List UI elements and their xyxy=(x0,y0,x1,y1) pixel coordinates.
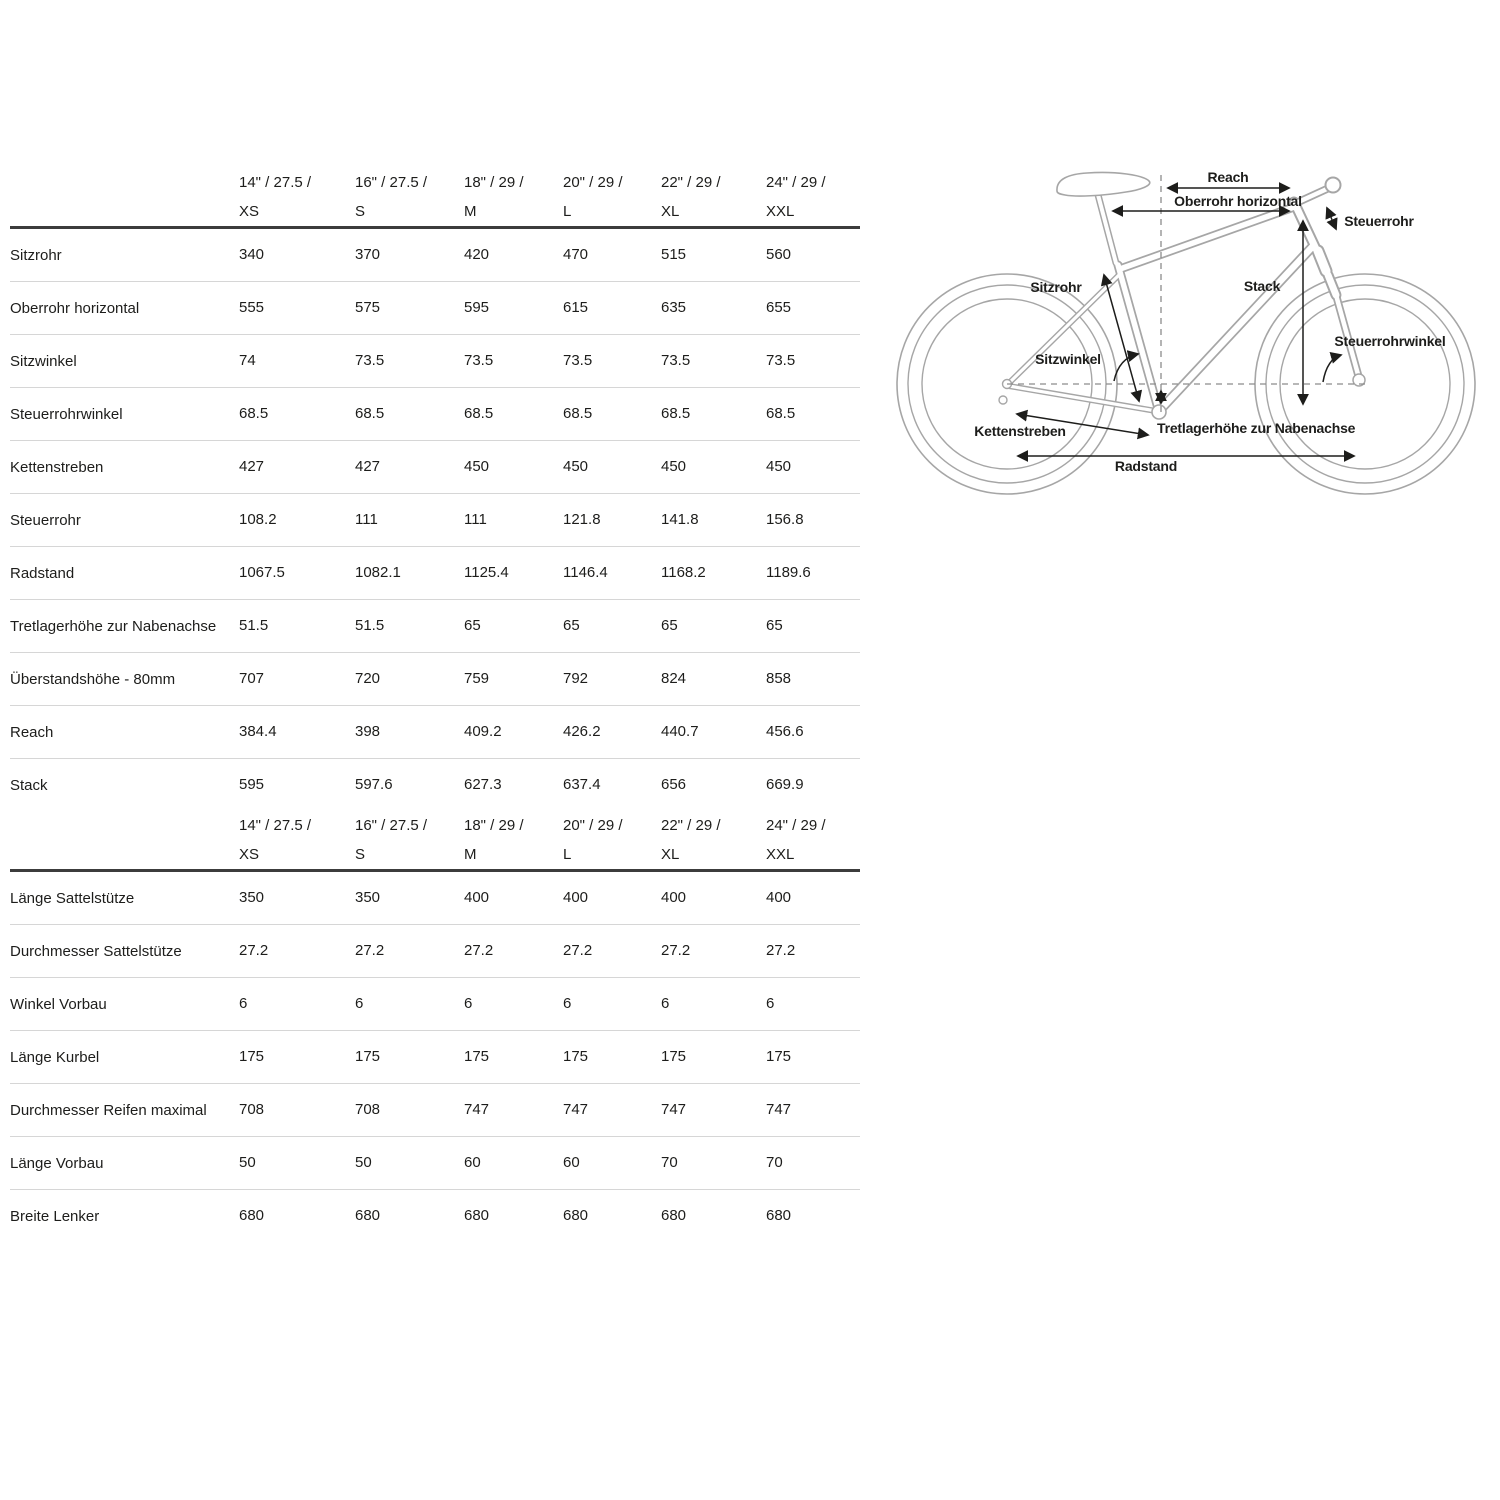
value-cell: 680 xyxy=(766,1207,792,1224)
table-row xyxy=(10,282,860,335)
value-cell: 65 xyxy=(464,617,481,634)
value-cell: 680 xyxy=(661,1207,687,1224)
value-cell: 450 xyxy=(464,458,490,475)
value-cell: 680 xyxy=(464,1207,490,1224)
value-cell: 384.4 xyxy=(239,723,277,740)
value-cell: 175 xyxy=(355,1048,381,1065)
value-cell: 6 xyxy=(355,995,364,1012)
row-label: Oberrohr horizontal xyxy=(10,299,140,317)
value-cell: 400 xyxy=(563,889,589,906)
value-cell: 440.7 xyxy=(661,723,699,740)
value-cell: 6 xyxy=(239,995,248,1012)
table-row xyxy=(10,228,860,282)
value-cell: 450 xyxy=(563,458,589,475)
size-header-cell: 20" / 29 / L xyxy=(563,817,623,863)
value-cell: 680 xyxy=(355,1207,381,1224)
size-header-row xyxy=(10,168,860,228)
sitzwinkel-arc xyxy=(1114,354,1138,381)
table-row xyxy=(10,978,860,1031)
value-cell: 398 xyxy=(355,723,381,740)
row-label: Steuerrohr xyxy=(10,511,81,529)
value-cell: 575 xyxy=(355,299,381,316)
value-cell: 121.8 xyxy=(563,511,601,528)
diagram-labels xyxy=(974,169,1445,474)
value-cell: 68.5 xyxy=(563,405,593,422)
size-header-cell: 18" / 29 / M xyxy=(464,174,524,220)
value-cell: 27.2 xyxy=(766,942,796,959)
table-row xyxy=(10,600,860,653)
value-cell: 470 xyxy=(563,246,589,263)
value-cell: 400 xyxy=(661,889,687,906)
value-cell: 720 xyxy=(355,670,381,687)
diagram-label-tretlagerhoehe: Tretlagerhöhe zur Nabenachse xyxy=(1157,420,1356,436)
value-cell: 595 xyxy=(464,299,490,316)
row-label: Reach xyxy=(10,723,54,741)
diagram-label-sitzwinkel: Sitzwinkel xyxy=(1035,351,1101,367)
value-cell: 74 xyxy=(239,352,256,369)
value-cell: 597.6 xyxy=(355,776,393,793)
value-cell: 27.2 xyxy=(661,942,691,959)
value-cell: 409.2 xyxy=(464,723,502,740)
value-cell: 50 xyxy=(355,1154,372,1171)
diagram-label-sitzrohr: Sitzrohr xyxy=(1030,279,1082,295)
diagram-label-steuerrohrwinkel: Steuerrohrwinkel xyxy=(1334,333,1446,349)
value-cell: 400 xyxy=(464,889,490,906)
bike-geometry-diagram xyxy=(890,145,1500,595)
value-cell: 555 xyxy=(239,299,265,316)
size-header-row xyxy=(10,811,860,871)
value-cell: 427 xyxy=(239,458,265,475)
value-cell: 1168.2 xyxy=(661,564,706,581)
value-cell: 27.2 xyxy=(563,942,593,959)
value-cell: 450 xyxy=(766,458,792,475)
value-cell: 370 xyxy=(355,246,381,263)
value-cell: 824 xyxy=(661,670,687,687)
row-label: Länge Vorbau xyxy=(10,1154,104,1172)
handlebar xyxy=(1326,178,1341,193)
size-header-cell: 22" / 29 / XL xyxy=(661,174,721,220)
table-row xyxy=(10,706,860,759)
size-header-cell: 18" / 29 / M xyxy=(464,817,524,863)
table-row xyxy=(10,653,860,706)
value-cell: 68.5 xyxy=(661,405,691,422)
row-label: Stack xyxy=(10,776,48,794)
table-row xyxy=(10,335,860,388)
value-cell: 420 xyxy=(464,246,490,263)
diagram-label-kettenstreben: Kettenstreben xyxy=(974,423,1066,439)
value-cell: 27.2 xyxy=(464,942,494,959)
value-cell: 73.5 xyxy=(355,352,385,369)
row-label: Durchmesser Reifen maximal xyxy=(10,1101,207,1119)
table-row xyxy=(10,1084,860,1137)
value-cell: 51.5 xyxy=(355,617,385,634)
value-cell: 65 xyxy=(661,617,678,634)
value-cell: 747 xyxy=(766,1101,792,1118)
value-cell: 51.5 xyxy=(239,617,269,634)
size-header-cell: 22" / 29 / XL xyxy=(661,817,721,863)
value-cell: 792 xyxy=(563,670,589,687)
value-cell: 350 xyxy=(355,889,381,906)
value-cell: 747 xyxy=(563,1101,589,1118)
row-label: Tretlagerhöhe zur Nabenachse xyxy=(10,617,217,635)
row-label: Breite Lenker xyxy=(10,1207,100,1225)
value-cell: 615 xyxy=(563,299,589,316)
value-cell: 450 xyxy=(661,458,687,475)
value-cell: 747 xyxy=(661,1101,687,1118)
size-header-cell: 20" / 29 / L xyxy=(563,174,623,220)
value-cell: 73.5 xyxy=(766,352,796,369)
diagram-label-oberrohr: Oberrohr horizontal xyxy=(1174,193,1302,209)
table-row xyxy=(10,759,860,812)
steuerrohrwinkel-arc xyxy=(1323,355,1341,382)
steuerrohr-arrow xyxy=(1327,208,1336,229)
value-cell: 73.5 xyxy=(464,352,494,369)
size-header-cell: 14" / 27.5 / XS xyxy=(239,817,312,863)
value-cell: 68.5 xyxy=(239,405,269,422)
table-row xyxy=(10,441,860,494)
value-cell: 708 xyxy=(239,1101,265,1118)
value-cell: 400 xyxy=(766,889,792,906)
value-cell: 595 xyxy=(239,776,265,793)
row-label: Winkel Vorbau xyxy=(10,995,107,1013)
value-cell: 427 xyxy=(355,458,381,475)
header-corner-cell xyxy=(10,168,239,228)
value-cell: 707 xyxy=(239,670,265,687)
value-cell: 656 xyxy=(661,776,687,793)
value-cell: 65 xyxy=(563,617,580,634)
value-cell: 27.2 xyxy=(239,942,269,959)
value-cell: 680 xyxy=(563,1207,589,1224)
value-cell: 50 xyxy=(239,1154,256,1171)
value-cell: 1189.6 xyxy=(766,564,811,581)
value-cell: 637.4 xyxy=(563,776,601,793)
diagram-label-stack: Stack xyxy=(1243,278,1281,294)
row-label: Sitzrohr xyxy=(10,246,62,264)
value-cell: 6 xyxy=(563,995,572,1012)
rear-derailleur xyxy=(999,396,1007,404)
value-cell: 635 xyxy=(661,299,687,316)
value-cell: 6 xyxy=(661,995,670,1012)
value-cell: 141.8 xyxy=(661,511,699,528)
diagram-label-reach: Reach xyxy=(1207,169,1249,185)
value-cell: 108.2 xyxy=(239,511,277,528)
frame-geometry-section xyxy=(10,228,860,812)
value-cell: 426.2 xyxy=(563,723,601,740)
diagram-label-steuerrohr: Steuerrohr xyxy=(1344,213,1414,229)
value-cell: 1067.5 xyxy=(239,564,285,581)
value-cell: 73.5 xyxy=(661,352,691,369)
value-cell: 6 xyxy=(766,995,775,1012)
row-label: Radstand xyxy=(10,564,75,582)
value-cell: 1146.4 xyxy=(563,564,608,581)
value-cell: 6 xyxy=(464,995,473,1012)
table-row xyxy=(10,494,860,547)
value-cell: 68.5 xyxy=(766,405,796,422)
value-cell: 60 xyxy=(464,1154,481,1171)
value-cell: 560 xyxy=(766,246,792,263)
size-header-cell: 24" / 29 / XXL xyxy=(766,817,826,863)
table-row xyxy=(10,388,860,441)
table-row xyxy=(10,1031,860,1084)
value-cell: 73.5 xyxy=(563,352,593,369)
value-cell: 65 xyxy=(766,617,783,634)
row-label: Durchmesser Sattelstütze xyxy=(10,942,182,960)
saddle xyxy=(1057,172,1150,196)
value-cell: 60 xyxy=(563,1154,580,1171)
value-cell: 669.9 xyxy=(766,776,804,793)
value-cell: 27.2 xyxy=(355,942,385,959)
bottom-bracket xyxy=(1152,405,1166,419)
table-row xyxy=(10,925,860,978)
geometry-table xyxy=(10,168,860,1242)
value-cell: 456.6 xyxy=(766,723,804,740)
table-row xyxy=(10,1137,860,1190)
value-cell: 708 xyxy=(355,1101,381,1118)
value-cell: 156.8 xyxy=(766,511,804,528)
value-cell: 655 xyxy=(766,299,792,316)
value-cell: 175 xyxy=(464,1048,490,1065)
header-corner-cell xyxy=(10,811,239,871)
row-label: Überstandshöhe - 80mm xyxy=(10,670,176,688)
value-cell: 350 xyxy=(239,889,265,906)
value-cell: 175 xyxy=(563,1048,589,1065)
row-label: Länge Kurbel xyxy=(10,1048,100,1066)
value-cell: 111 xyxy=(355,511,378,528)
row-label: Kettenstreben xyxy=(10,458,104,476)
value-cell: 1082.1 xyxy=(355,564,401,581)
size-header-cell: 14" / 27.5 / XS xyxy=(239,174,312,220)
table-row xyxy=(10,1190,860,1243)
value-cell: 759 xyxy=(464,670,490,687)
value-cell: 858 xyxy=(766,670,792,687)
value-cell: 70 xyxy=(766,1154,783,1171)
value-cell: 627.3 xyxy=(464,776,502,793)
value-cell: 175 xyxy=(766,1048,792,1065)
table-row xyxy=(10,871,860,925)
size-header-cell: 16" / 27.5 / S xyxy=(355,174,428,220)
table-row xyxy=(10,547,860,600)
row-label: Sitzwinkel xyxy=(10,352,77,370)
value-cell: 680 xyxy=(239,1207,265,1224)
value-cell: 68.5 xyxy=(355,405,385,422)
row-label: Länge Sattelstütze xyxy=(10,889,135,907)
value-cell: 111 xyxy=(464,511,487,528)
value-cell: 340 xyxy=(239,246,265,263)
size-header-cell: 16" / 27.5 / S xyxy=(355,817,428,863)
diagram-label-radstand: Radstand xyxy=(1114,458,1178,474)
component-section xyxy=(10,871,860,1243)
size-header-cell: 24" / 29 / XXL xyxy=(766,174,826,220)
value-cell: 70 xyxy=(661,1154,678,1171)
value-cell: 1125.4 xyxy=(464,564,509,581)
value-cell: 68.5 xyxy=(464,405,494,422)
value-cell: 175 xyxy=(239,1048,265,1065)
value-cell: 747 xyxy=(464,1101,490,1118)
value-cell: 515 xyxy=(661,246,687,263)
value-cell: 175 xyxy=(661,1048,687,1065)
row-label: Steuerrohrwinkel xyxy=(10,405,123,423)
